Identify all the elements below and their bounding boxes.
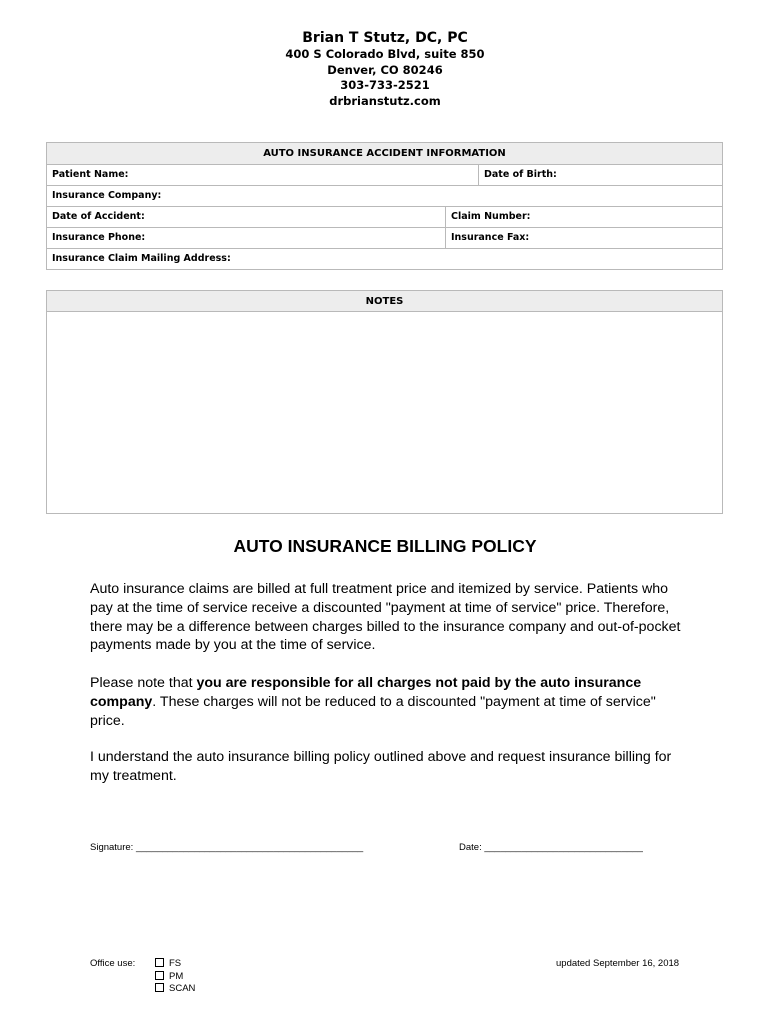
practice-name: Brian T Stutz, DC, PC <box>302 30 468 46</box>
office-use-label: Office use: <box>90 958 136 969</box>
checkbox-scan[interactable] <box>155 983 195 996</box>
insurance-company-row <box>47 185 722 206</box>
checkbox-icon[interactable] <box>155 971 164 980</box>
notes-box <box>46 290 723 514</box>
accident-row <box>47 206 722 227</box>
policy-paragraph-3: I understand the auto insurance billing policy outlined above and request insurance billing for my treatment. <box>90 749 672 784</box>
checkbox-fs[interactable] <box>155 958 195 971</box>
para2-bold: you are responsible for all charges not paid by the auto insurance company <box>90 675 642 710</box>
updated-date: updated September 16, 2018 <box>556 958 680 969</box>
letterhead <box>0 30 770 109</box>
patient-name-field[interactable]: Patient Name: <box>52 169 129 180</box>
accident-info-table <box>46 142 723 270</box>
checkbox-pm-label: PM <box>169 970 184 982</box>
date-of-accident-field[interactable]: Date of Accident: <box>52 211 145 222</box>
para2-start: Please note that <box>90 675 197 691</box>
claim-mailing-address-field[interactable]: Insurance Claim Mailing Address: <box>52 253 231 264</box>
office-use-checkboxes <box>155 958 195 996</box>
checkbox-icon[interactable] <box>155 983 164 992</box>
checkbox-fs-label: FS <box>169 958 182 969</box>
insurance-phone-field[interactable]: Insurance Phone: <box>52 232 146 243</box>
claim-number-field[interactable]: Claim Number: <box>445 207 722 227</box>
checkbox-pm[interactable] <box>155 971 195 984</box>
date-line[interactable]: Date: ______________________________ <box>459 842 643 853</box>
policy-paragraph-1: Auto insurance claims are billed at full treatment price and itemized by service. Patients who pay at the time of service receive a discounted "payment at time of service" price. Therefore, there may be a difference between charges billed to the insurance company and out-of-pocket payments made by you at the time of service. <box>90 581 681 654</box>
para2-end: . These charges will not be reduced to a discounted "payment at time of service" price. <box>90 693 656 729</box>
address-line-1: 400 S Colorado Blvd, suite 850 <box>285 47 485 61</box>
address-line-2: Denver, CO 80246 <box>327 62 443 77</box>
policy-paragraph-2 <box>90 674 690 730</box>
notes-title: NOTES <box>47 291 722 312</box>
policy-title: AUTO INSURANCE BILLING POLICY <box>233 536 537 556</box>
checkbox-scan-label: SCAN <box>169 983 196 994</box>
phone-number: 303-733-2521 <box>340 78 430 92</box>
date-of-birth-field[interactable]: Date of Birth: <box>478 165 722 185</box>
mailing-address-row <box>47 248 722 269</box>
checkbox-icon[interactable] <box>155 958 164 967</box>
phone-fax-row <box>47 227 722 248</box>
insurance-fax-field[interactable]: Insurance Fax: <box>445 228 722 248</box>
website: drbrianstutz.com <box>329 93 441 108</box>
accident-info-title: AUTO INSURANCE ACCIDENT INFORMATION <box>47 143 722 164</box>
signature-line[interactable]: Signature: ___________________________________________ <box>90 842 364 853</box>
patient-row <box>47 164 722 185</box>
notes-area[interactable] <box>47 312 722 512</box>
insurance-company-field[interactable]: Insurance Company: <box>52 190 162 201</box>
